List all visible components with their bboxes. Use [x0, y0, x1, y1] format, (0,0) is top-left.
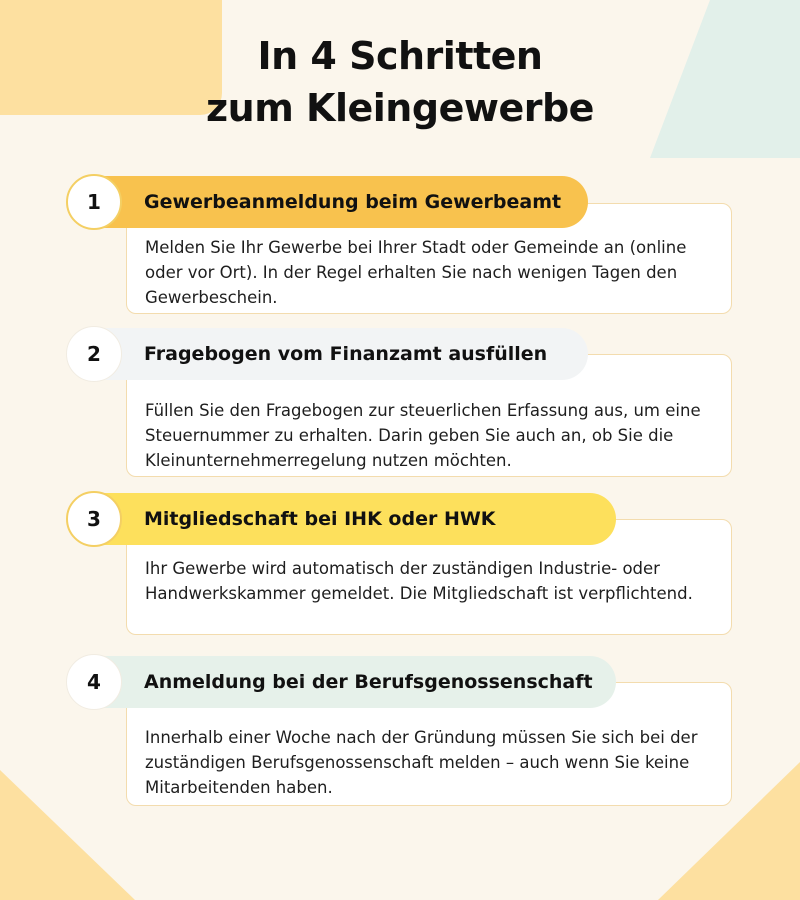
decor-shape-bottom-left — [0, 770, 135, 900]
title-line-1: In 4 Schritten — [257, 34, 543, 78]
step-2-description: Füllen Sie den Fragebogen zur steuerlichen Erfassung aus, um eine Steuernummer zu erhalten. Darin geben Sie auch an, ob Sie die Kleinunternehmerregelung nutzen möchten. — [145, 401, 701, 470]
step-1-heading-pill — [74, 176, 588, 228]
step-3-heading: Mitgliedschaft bei IHK oder HWK — [144, 508, 496, 530]
step-1-description: Melden Sie Ihr Gewerbe bei Ihrer Stadt oder Gemeinde an (online oder vor Ort). In der Regel erhalten Sie nach wenigen Tagen den Gewerbeschein. — [145, 238, 687, 307]
step-4-number: 4 — [87, 670, 101, 694]
step-4-heading: Anmeldung bei der Berufsgenossenschaft — [144, 671, 593, 693]
step-1-number-badge — [66, 174, 122, 230]
step-2-heading-pill — [74, 328, 588, 380]
step-3-number: 3 — [87, 507, 101, 531]
title-line-2: zum Kleingewerbe — [206, 86, 594, 130]
step-4-description: Innerhalb einer Woche nach der Gründung müssen Sie sich bei der zuständigen Berufsgenossenschaft melden – auch wenn Sie keine Mitarbeitenden haben. — [145, 728, 698, 797]
step-3-description: Ihr Gewerbe wird automatisch der zuständigen Industrie- oder Handwerkskammer gemeldet. Die Mitgliedschaft ist verpflichtend. — [145, 559, 693, 603]
step-4-number-badge — [66, 654, 122, 710]
page-title — [0, 30, 800, 134]
step-1-number: 1 — [87, 190, 101, 214]
step-1-heading: Gewerbeanmeldung beim Gewerbeamt — [144, 191, 562, 213]
step-4-heading-pill — [74, 656, 616, 708]
step-3-heading-pill — [74, 493, 616, 545]
step-3-number-badge — [66, 491, 122, 547]
step-2-number: 2 — [87, 342, 101, 366]
step-2-heading: Fragebogen vom Finanzamt ausfüllen — [144, 343, 548, 365]
step-2-number-badge — [66, 326, 122, 382]
